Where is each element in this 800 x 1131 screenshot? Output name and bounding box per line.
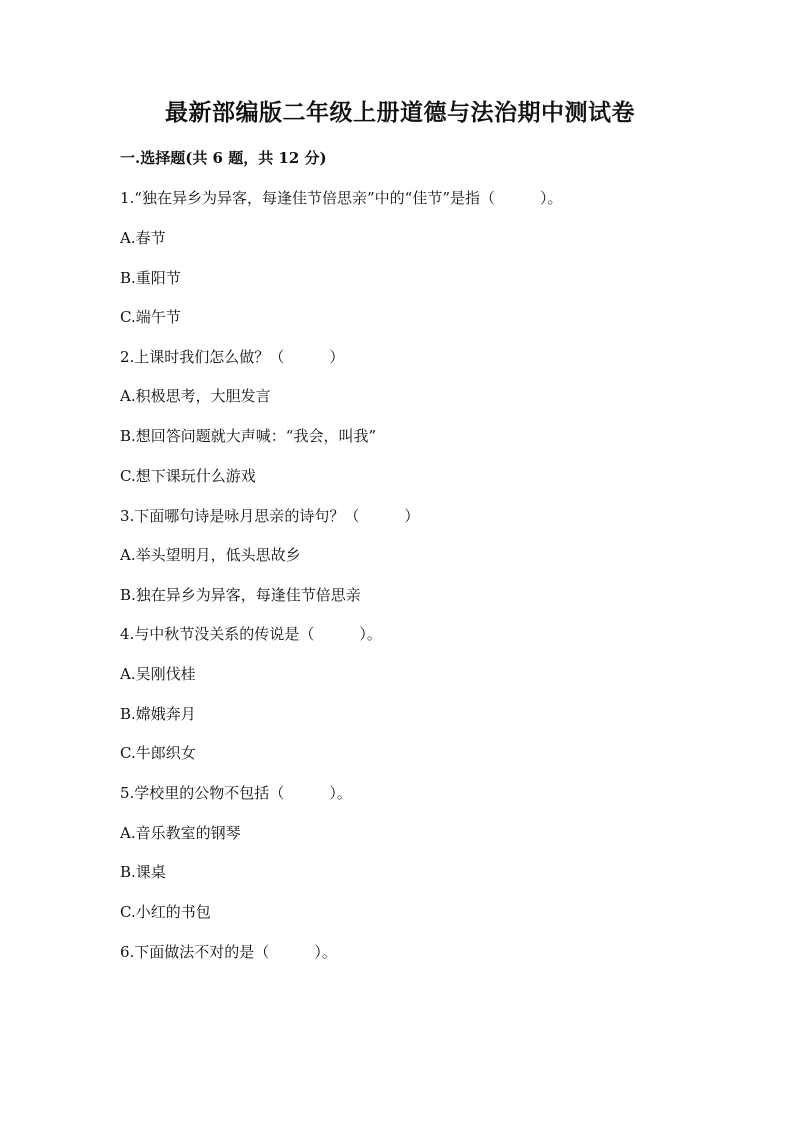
question-4-stem: 4.与中秋节没关系的传说是（ ）。 [120, 625, 382, 643]
question-1-stem: 1.“独在异乡为异客，每逢佳节倍思亲”中的“佳节”是指（ ）。 [120, 189, 563, 207]
question-2-option-a: A.积极思考，大胆发言 [120, 387, 271, 405]
section-heading: 一.选择题(共 6 题，共 12 分) [120, 149, 327, 167]
question-5-option-a: A.音乐教室的钢琴 [120, 824, 241, 842]
question-1-option-c: C.端午节 [120, 308, 181, 326]
question-2-stem: 2.上课时我们怎么做？（ ） [120, 348, 345, 366]
question-4-option-a: A.吴刚伐桂 [120, 665, 196, 683]
question-2-option-b: B.想回答问题就大声喊：“我会，叫我” [120, 427, 377, 445]
document-title: 最新部编版二年级上册道德与法治期中测试卷 [165, 99, 635, 126]
question-5-option-c: C.小红的书包 [120, 903, 211, 921]
question-6-stem: 6.下面做法不对的是（ ）。 [120, 943, 337, 961]
question-3-stem: 3.下面哪句诗是咏月思亲的诗句？（ ） [120, 507, 420, 525]
question-3-option-b: B.独在异乡为异客，每逢佳节倍思亲 [120, 586, 361, 604]
question-1-option-b: B.重阳节 [120, 269, 181, 287]
question-4-option-c: C.牛郎织女 [120, 744, 196, 762]
question-1-option-a: A.春节 [120, 229, 166, 247]
question-5-stem: 5.学校里的公物不包括（ ）。 [120, 784, 352, 802]
question-4-option-b: B.嫦娥奔月 [120, 705, 196, 723]
question-5-option-b: B.课桌 [120, 863, 166, 881]
question-3-option-a: A.举头望明月，低头思故乡 [120, 546, 301, 564]
question-2-option-c: C.想下课玩什么游戏 [120, 467, 256, 485]
